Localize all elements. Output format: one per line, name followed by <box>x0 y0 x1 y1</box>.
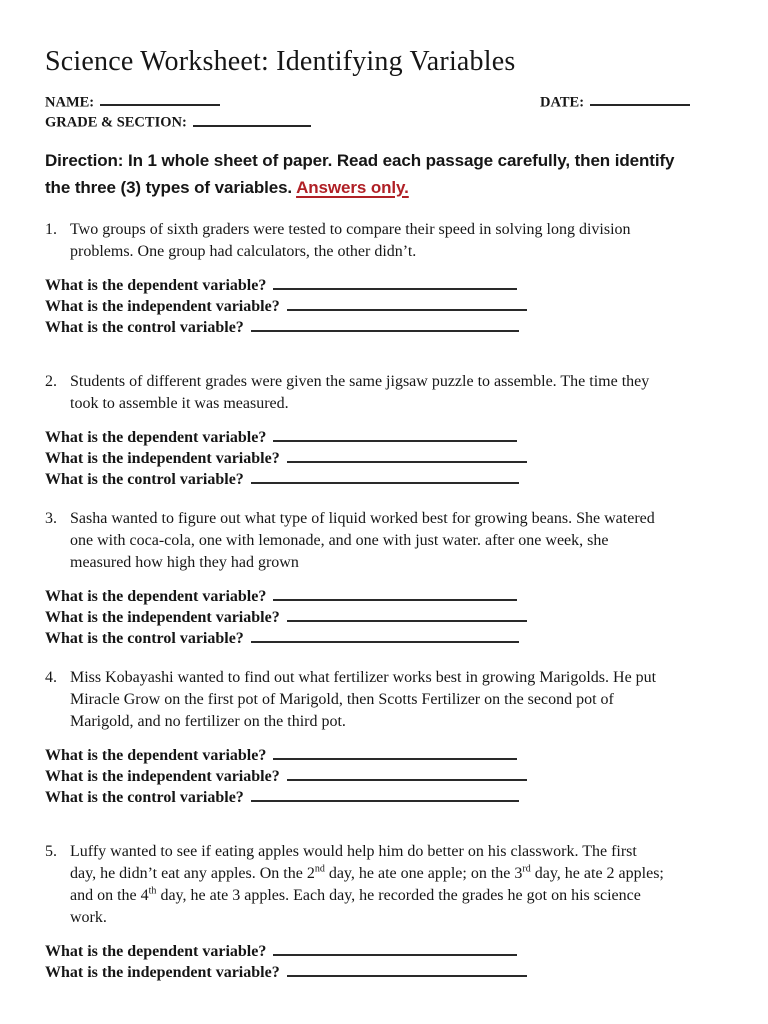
passage-line <box>70 219 723 241</box>
passage-item <box>45 219 723 338</box>
question-label: What is the dependent variable? <box>45 428 267 446</box>
answer-blank-line <box>287 962 527 977</box>
passage-line <box>70 508 723 530</box>
direction-line-1: Direction: In 1 whole sheet of paper. Read each passage carefully, then identify <box>45 150 675 170</box>
passage <box>45 508 723 574</box>
answer-blank-line <box>273 586 517 601</box>
passage-segment: took to assemble it was measured. <box>70 394 289 412</box>
answer-blank-line <box>251 469 519 484</box>
answer-blank-line <box>251 317 519 332</box>
passage-segment: day, he didn’t eat any apples. On the 2 <box>70 864 315 882</box>
question-control-variable <box>45 317 723 338</box>
question-dependent-variable <box>45 586 723 607</box>
answer-blank-line <box>273 427 517 442</box>
passage-line <box>70 907 723 929</box>
ordinal-superscript: rd <box>522 863 531 875</box>
item-number: 1. <box>45 220 57 238</box>
passage-segment: Miracle Grow on the first pot of Marigold, then Scotts Fertilizer on the second pot of <box>70 690 614 708</box>
student-info-block <box>45 92 723 133</box>
passage-segment: day, he ate 2 apples; <box>530 864 664 882</box>
question-independent-variable <box>45 766 723 787</box>
passage-segment: Sasha wanted to figure out what type of liquid worked best for growing beans. She watered <box>70 509 655 527</box>
question-label: What is the independent variable? <box>45 449 280 467</box>
passage-text <box>70 841 723 929</box>
question-label: What is the independent variable? <box>45 963 280 981</box>
answer-blank-line <box>287 448 527 463</box>
direction-text <box>45 147 723 201</box>
passage-segment: Students of different grades were given the same jigsaw puzzle to assemble. The time they <box>70 372 650 390</box>
question-label: What is the independent variable? <box>45 767 280 785</box>
passage-segment: day, he ate one apple; on the 3 <box>324 864 523 882</box>
passage-line <box>70 711 723 733</box>
question-control-variable <box>45 787 723 808</box>
name-blank-line <box>100 92 220 106</box>
passage-segment: Miss Kobayashi wanted to find out what fertilizer works best in growing Marigolds. He put <box>70 668 657 686</box>
ordinal-superscript: th <box>148 885 157 897</box>
direction-line-2-prefix: the three (3) types of variables. <box>45 177 297 197</box>
question-label: What is the independent variable? <box>45 608 280 626</box>
questions-block <box>45 941 723 983</box>
passage-segment: Two groups of sixth graders were tested to compare their speed in solving long division <box>70 220 631 238</box>
question-label: What is the control variable? <box>45 470 244 488</box>
question-label: What is the dependent variable? <box>45 746 267 764</box>
answer-blank-line <box>273 275 517 290</box>
item-number: 3. <box>45 509 57 527</box>
item-number: 2. <box>45 372 57 390</box>
passage-line <box>70 552 723 574</box>
passage-line <box>70 689 723 711</box>
passage-line <box>70 863 723 885</box>
passage-text <box>70 371 723 415</box>
question-dependent-variable <box>45 941 723 962</box>
answer-blank-line <box>251 787 519 802</box>
item-number: 4. <box>45 668 57 686</box>
passage-segment: Luffy wanted to see if eating apples would help him do better on his classwork. The first <box>70 842 637 860</box>
direction-line-2 <box>45 174 723 201</box>
grade-row <box>45 112 723 132</box>
passage-line <box>70 241 723 263</box>
question-label: What is the control variable? <box>45 318 244 336</box>
question-control-variable <box>45 469 723 490</box>
ordinal-superscript: nd <box>314 863 325 875</box>
question-independent-variable <box>45 448 723 469</box>
question-dependent-variable <box>45 427 723 448</box>
question-dependent-variable <box>45 745 723 766</box>
passage-list <box>45 219 723 983</box>
passage-segment: problems. One group had calculators, the other didn’t. <box>70 242 417 260</box>
questions-block <box>45 745 723 808</box>
page-title: Science Worksheet: Identifying Variables <box>45 46 516 77</box>
passage-item <box>45 667 723 808</box>
date-label: DATE: <box>540 94 585 111</box>
passage <box>45 219 723 263</box>
passage-segment: and on the 4 <box>70 886 149 904</box>
question-independent-variable <box>45 962 723 983</box>
question-label: What is the control variable? <box>45 788 244 806</box>
passage-text <box>70 667 723 733</box>
passage-line <box>70 841 723 863</box>
passage-item <box>45 841 723 983</box>
answers-only-highlight: Answers only. <box>296 177 409 197</box>
questions-block <box>45 275 723 338</box>
answer-blank-line <box>287 607 527 622</box>
item-number: 5. <box>45 842 57 860</box>
passage-segment: day, he ate 3 apples. Each day, he recorded the grades he got on his science <box>156 886 641 904</box>
question-control-variable <box>45 628 723 649</box>
answer-blank-line <box>273 745 517 760</box>
question-independent-variable <box>45 607 723 628</box>
question-dependent-variable <box>45 275 723 296</box>
passage <box>45 371 723 415</box>
passage-line <box>70 530 723 552</box>
passage <box>45 667 723 733</box>
passage-line <box>70 393 723 415</box>
passage-text <box>70 219 723 263</box>
passage-line <box>70 885 723 907</box>
answer-blank-line <box>287 766 527 781</box>
answer-blank-line <box>287 296 527 311</box>
question-label: What is the independent variable? <box>45 297 280 315</box>
passage-item <box>45 508 723 649</box>
date-blank-line <box>590 92 690 106</box>
answer-blank-line <box>273 941 517 956</box>
passage-text <box>70 508 723 574</box>
passage-segment: measured how high they had grown <box>70 553 299 571</box>
passage-segment: one with coca-cola, one with lemonade, and one with just water. after one week, she <box>70 531 609 549</box>
question-label: What is the control variable? <box>45 629 244 647</box>
name-label: NAME: <box>45 94 95 111</box>
name-row <box>45 92 723 112</box>
grade-section-label: GRADE & SECTION: <box>45 114 187 131</box>
questions-block <box>45 427 723 490</box>
passage <box>45 841 723 929</box>
grade-blank-line <box>193 112 311 126</box>
question-independent-variable <box>45 296 723 317</box>
questions-block <box>45 586 723 649</box>
answer-blank-line <box>251 628 519 643</box>
passage-segment: Marigold, and no fertilizer on the third pot. <box>70 712 346 730</box>
passage-segment: work. <box>70 908 107 926</box>
question-label: What is the dependent variable? <box>45 587 267 605</box>
passage-line <box>70 371 723 393</box>
date-field <box>540 92 690 112</box>
passage-line <box>70 667 723 689</box>
question-label: What is the dependent variable? <box>45 942 267 960</box>
question-label: What is the dependent variable? <box>45 276 267 294</box>
passage-item <box>45 371 723 490</box>
